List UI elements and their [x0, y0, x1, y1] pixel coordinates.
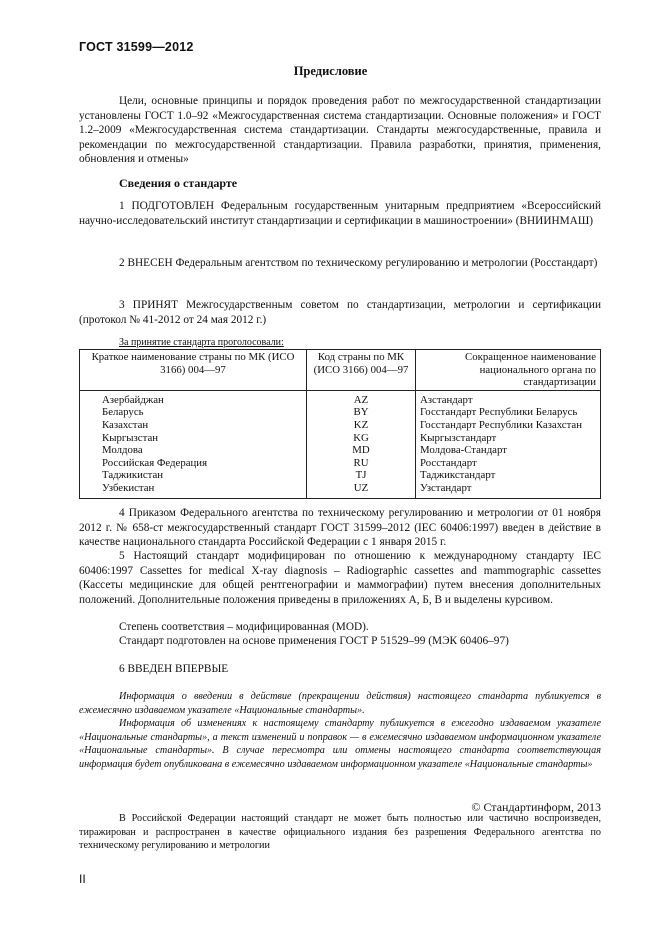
item-5-basis: [79, 634, 601, 649]
item-5-degree: [79, 620, 601, 635]
cell-code: RU: [307, 457, 416, 470]
page-number: II: [79, 872, 86, 886]
item-1: [79, 199, 601, 228]
cell-code: BY: [307, 406, 416, 419]
item-5: [79, 549, 601, 607]
page-title: Предисловие: [293, 64, 368, 78]
cell-body: Кыргызстандарт: [416, 432, 601, 445]
cell-country: Беларусь: [80, 406, 307, 419]
cell-country: Азербайджан: [80, 390, 307, 406]
table-header-row: [80, 350, 601, 391]
info-notice-2: [79, 717, 601, 771]
item-6: [79, 662, 601, 677]
cell-country: Таджикистан: [80, 469, 307, 482]
cell-country: Российская Федерация: [80, 457, 307, 470]
cell-code: UZ: [307, 482, 416, 498]
cell-body: Молдова-Стандарт: [416, 444, 601, 457]
info-notice-1: [79, 690, 601, 717]
document-header: ГОСТ 31599—2012: [79, 40, 194, 54]
cell-body: Узстандарт: [416, 482, 601, 498]
cell-code: KG: [307, 432, 416, 445]
item-2-text: 2 ВНЕСЕН Федеральным агентством по техническому регулированию и метрологии (Росстандарт): [119, 257, 598, 269]
item-2: [79, 256, 601, 271]
cell-code: TJ: [307, 469, 416, 482]
info-notice-2-text: Информация об изменениях к настоящему стандарту публикуется в ежегодно издаваемом указателе «Национальные стандарты», а текст изменений и поправок — в ежемесячно издаваемом информационном указателе «Национальные стандарты». В случае пересмотра или отмены настоящего стандарта соответствующая информация будет опубликована в ежемесячно издаваемом информационном указателе «Национальные стандарты»: [79, 718, 601, 770]
table-row: [80, 406, 601, 419]
intro-text: Цели, основные принципы и порядок проведения работ по межгосударственной стандартизации установлены ГОСТ 1.0–92 «Межгосударственная система стандартизации. Основные положения» и ГОСТ 1.2–2009 «Межгосударственная система стандартизации. Стандарты межгосударственные, правила и рекомендации по межгосударственной стандартизации. Правила разработки, принятия, применения, обновления и отмены»: [79, 95, 601, 166]
cell-body: Госстандарт Республики Казахстан: [416, 419, 601, 432]
item-4: [79, 506, 601, 550]
cell-country: Кыргызстан: [80, 432, 307, 445]
column-header-code: Код страны по МК (ИСО 3166) 004—97: [307, 350, 416, 391]
table-row: [80, 419, 601, 432]
item-1-text: 1 ПОДГОТОВЛЕН Федеральным государственным унитарным предприятием «Всероссийский научно-исследовательский институт стандартизации и сертификации в машиностроении» (ВНИИНМАШ): [79, 200, 601, 227]
item-5-basis-text: Стандарт подготовлен на основе применения ГОСТ Р 51529–99 (МЭК 60406–97): [119, 635, 509, 647]
item-3-text: 3 ПРИНЯТ Межгосударственным советом по стандартизации, метрологии и сертификации (протокол № 41-2012 от 24 мая 2012 г.): [79, 299, 601, 326]
cell-country: Молдова: [80, 444, 307, 457]
cell-country: Узбекистан: [80, 482, 307, 498]
item-5-text: 5 Настоящий стандарт модифицирован по отношению к международному стандарту IEC 60406:1997 Cassettes for medical X-ray diagnosis – Radiographic cassettes and mammographic cassettes (Кассеты медицинские для общей рентгенографии и маммографии) путем внесения дополнительных положений. Дополнительные положения приведены в приложениях А, Б, В и выделены курсивом.: [79, 550, 601, 606]
reproduction-notice: [79, 812, 601, 853]
cell-body: Росстандарт: [416, 457, 601, 470]
table-row: [80, 457, 601, 470]
item-6-text: 6 ВВЕДЕН ВПЕРВЫЕ: [119, 663, 229, 675]
column-header-country: Краткое наименование страны по МК (ИСО 3166) 004—97: [80, 350, 307, 391]
section-heading: Сведения о стандарте: [119, 176, 238, 190]
table-caption: За принятие стандарта проголосовали:: [119, 337, 284, 348]
reproduction-notice-text: В Российской Федерации настоящий стандарт не может быть полностью или частично воспроизведен, тиражирован и распространен в качестве официального издания без разрешения Федерального агентства по техническому регулированию и метрологии: [79, 813, 601, 852]
info-notice-1-text: Информация о введении в действие (прекращении действия) настоящего стандарта публикуется в ежемесячно издаваемом указателе «Национальные стандарты».: [79, 691, 601, 716]
table-row: [80, 444, 601, 457]
cell-body: Госстандарт Республики Беларусь: [416, 406, 601, 419]
table-row: [80, 432, 601, 445]
item-3: [79, 298, 601, 327]
intro-paragraph: [79, 94, 601, 167]
voting-table: [79, 349, 601, 499]
table-row: [80, 469, 601, 482]
table-row: [80, 482, 601, 498]
cell-body: Таджикстандарт: [416, 469, 601, 482]
item-4-text: 4 Приказом Федерального агентства по техническому регулированию и метрологии от 01 ноября 2012 г. № 658-ст межгосударственный стандарт ГОСТ 31599–2012 (IEC 60406:1997) введен в действие в качестве национального стандарта Российской Федерации с 1 января 2015 г.: [79, 507, 601, 549]
table-row: [80, 390, 601, 406]
cell-code: AZ: [307, 390, 416, 406]
cell-code: KZ: [307, 419, 416, 432]
cell-country: Казахстан: [80, 419, 307, 432]
cell-code: MD: [307, 444, 416, 457]
column-header-body: Сокращенное наименование национального органа по стандартизации: [416, 350, 601, 391]
cell-body: Азстандарт: [416, 390, 601, 406]
item-5-degree-text: Степень соответствия – модифицированная (MOD).: [119, 621, 369, 633]
copyright: © Стандартинформ, 2013: [471, 800, 601, 814]
